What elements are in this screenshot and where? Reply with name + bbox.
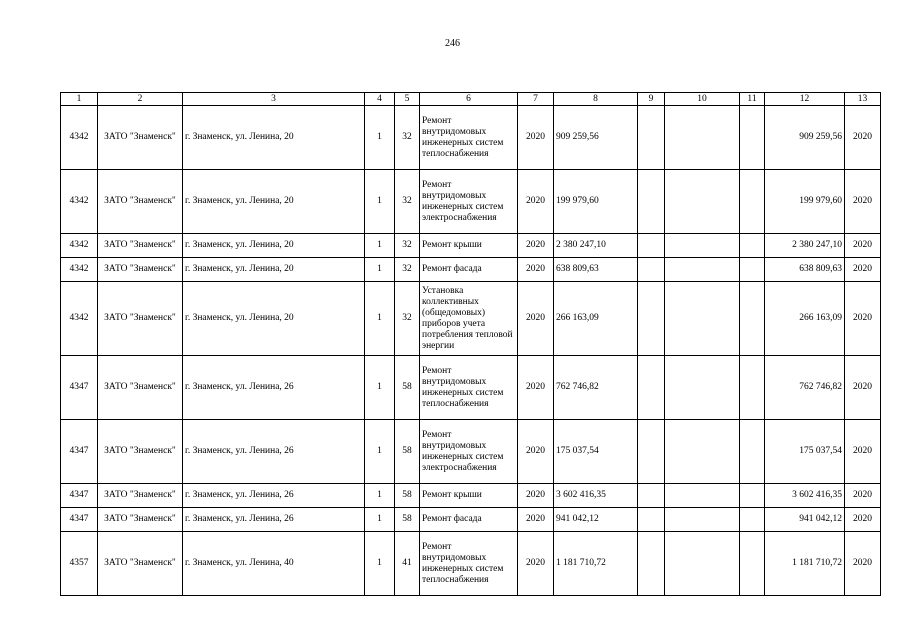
column-5-value-cell: 32 [395,170,420,234]
column-number-6: 6 [420,93,518,106]
table-row [61,170,881,234]
table-row [61,508,881,532]
column-number-12: 12 [765,93,845,106]
municipality-cell: ЗАТО "Знаменск" [98,282,183,356]
record-id-cell: 4342 [61,282,98,356]
column-11-value-cell [740,282,765,356]
cost-cell: 909 259,56 [554,106,638,170]
year-cell: 2020 [518,282,554,356]
work-type-cell: Ремонт внутридомовых инженерных систем теплоснабжения [420,356,518,420]
column-number-11: 11 [740,93,765,106]
column-10-value-cell [665,356,740,420]
column-10-value-cell [665,282,740,356]
year-cell: 2020 [518,356,554,420]
year-cell: 2020 [518,258,554,282]
total-cost-cell: 175 037,54 [765,420,845,484]
column-11-value-cell [740,170,765,234]
address-cell: г. Знаменск, ул. Ленина, 20 [183,234,365,258]
column-9-value-cell [638,420,665,484]
column-10-value-cell [665,258,740,282]
column-5-value-cell: 58 [395,420,420,484]
address-cell: г. Знаменск, ул. Ленина, 20 [183,106,365,170]
municipality-cell: ЗАТО "Знаменск" [98,170,183,234]
completion-year-cell: 2020 [845,484,881,508]
address-cell: г. Знаменск, ул. Ленина, 26 [183,356,365,420]
total-cost-cell: 3 602 416,35 [765,484,845,508]
column-9-value-cell [638,356,665,420]
column-number-10: 10 [665,93,740,106]
address-cell: г. Знаменск, ул. Ленина, 20 [183,170,365,234]
column-5-value-cell: 32 [395,282,420,356]
table-row [61,106,881,170]
column-9-value-cell [638,258,665,282]
table-row [61,420,881,484]
cost-cell: 199 979,60 [554,170,638,234]
page-number: 246 [445,38,460,49]
work-type-cell: Ремонт фасада [420,508,518,532]
work-type-cell: Ремонт внутридомовых инженерных систем теплоснабжения [420,532,518,596]
total-cost-cell: 266 163,09 [765,282,845,356]
table-row [61,234,881,258]
year-cell: 2020 [518,106,554,170]
year-cell: 2020 [518,484,554,508]
municipality-cell: ЗАТО "Знаменск" [98,420,183,484]
column-4-value-cell: 1 [365,508,395,532]
completion-year-cell: 2020 [845,356,881,420]
cost-cell: 762 746,82 [554,356,638,420]
record-id-cell: 4342 [61,234,98,258]
completion-year-cell: 2020 [845,508,881,532]
column-11-value-cell [740,356,765,420]
column-11-value-cell [740,484,765,508]
total-cost-cell: 941 042,12 [765,508,845,532]
completion-year-cell: 2020 [845,258,881,282]
municipality-cell: ЗАТО "Знаменск" [98,484,183,508]
year-cell: 2020 [518,170,554,234]
cost-cell: 266 163,09 [554,282,638,356]
column-11-value-cell [740,234,765,258]
record-id-cell: 4342 [61,258,98,282]
municipality-cell: ЗАТО "Знаменск" [98,106,183,170]
table-row [61,282,881,356]
total-cost-cell: 199 979,60 [765,170,845,234]
column-number-8: 8 [554,93,638,106]
column-number-1: 1 [61,93,98,106]
column-9-value-cell [638,106,665,170]
record-id-cell: 4347 [61,508,98,532]
column-5-value-cell: 58 [395,356,420,420]
column-10-value-cell [665,420,740,484]
work-type-cell: Ремонт крыши [420,484,518,508]
column-11-value-cell [740,532,765,596]
total-cost-cell: 1 181 710,72 [765,532,845,596]
work-type-cell: Установка коллективных (общедомовых) приборов учета потребления тепловой энергии [420,282,518,356]
work-type-cell: Ремонт внутридомовых инженерных систем электроснабжения [420,420,518,484]
column-4-value-cell: 1 [365,170,395,234]
record-id-cell: 4347 [61,420,98,484]
column-11-value-cell [740,258,765,282]
repair-program-table [60,92,881,596]
column-11-value-cell [740,106,765,170]
column-9-value-cell [638,234,665,258]
column-4-value-cell: 1 [365,484,395,508]
record-id-cell: 4342 [61,170,98,234]
column-9-value-cell [638,282,665,356]
column-10-value-cell [665,170,740,234]
column-10-value-cell [665,532,740,596]
column-5-value-cell: 32 [395,106,420,170]
column-4-value-cell: 1 [365,356,395,420]
address-cell: г. Знаменск, ул. Ленина, 26 [183,508,365,532]
column-4-value-cell: 1 [365,532,395,596]
column-10-value-cell [665,484,740,508]
column-number-2: 2 [98,93,183,106]
column-5-value-cell: 32 [395,258,420,282]
cost-cell: 638 809,63 [554,258,638,282]
table-row [61,484,881,508]
column-11-value-cell [740,508,765,532]
total-cost-cell: 762 746,82 [765,356,845,420]
column-number-7: 7 [518,93,554,106]
municipality-cell: ЗАТО "Знаменск" [98,234,183,258]
address-cell: г. Знаменск, ул. Ленина, 20 [183,282,365,356]
municipality-cell: ЗАТО "Знаменск" [98,508,183,532]
column-number-3: 3 [183,93,365,106]
cost-cell: 941 042,12 [554,508,638,532]
completion-year-cell: 2020 [845,420,881,484]
column-9-value-cell [638,508,665,532]
completion-year-cell: 2020 [845,532,881,596]
column-10-value-cell [665,234,740,258]
column-number-9: 9 [638,93,665,106]
cost-cell: 2 380 247,10 [554,234,638,258]
column-4-value-cell: 1 [365,258,395,282]
total-cost-cell: 909 259,56 [765,106,845,170]
column-9-value-cell [638,484,665,508]
column-9-value-cell [638,532,665,596]
completion-year-cell: 2020 [845,170,881,234]
column-4-value-cell: 1 [365,282,395,356]
work-type-cell: Ремонт крыши [420,234,518,258]
column-5-value-cell: 58 [395,508,420,532]
column-9-value-cell [638,170,665,234]
record-id-cell: 4347 [61,356,98,420]
column-10-value-cell [665,106,740,170]
column-number-5: 5 [395,93,420,106]
column-number-4: 4 [365,93,395,106]
cost-cell: 175 037,54 [554,420,638,484]
column-4-value-cell: 1 [365,420,395,484]
municipality-cell: ЗАТО "Знаменск" [98,532,183,596]
municipality-cell: ЗАТО "Знаменск" [98,258,183,282]
table-row [61,356,881,420]
address-cell: г. Знаменск, ул. Ленина, 26 [183,420,365,484]
column-5-value-cell: 58 [395,484,420,508]
column-10-value-cell [665,508,740,532]
completion-year-cell: 2020 [845,282,881,356]
work-type-cell: Ремонт внутридомовых инженерных систем теплоснабжения [420,106,518,170]
work-type-cell: Ремонт внутридомовых инженерных систем электроснабжения [420,170,518,234]
column-4-value-cell: 1 [365,234,395,258]
year-cell: 2020 [518,420,554,484]
work-type-cell: Ремонт фасада [420,258,518,282]
column-11-value-cell [740,420,765,484]
record-id-cell: 4357 [61,532,98,596]
cost-cell: 1 181 710,72 [554,532,638,596]
completion-year-cell: 2020 [845,234,881,258]
table-row [61,258,881,282]
column-number-13: 13 [845,93,881,106]
total-cost-cell: 2 380 247,10 [765,234,845,258]
year-cell: 2020 [518,508,554,532]
column-5-value-cell: 41 [395,532,420,596]
total-cost-cell: 638 809,63 [765,258,845,282]
completion-year-cell: 2020 [845,106,881,170]
municipality-cell: ЗАТО "Знаменск" [98,356,183,420]
column-4-value-cell: 1 [365,106,395,170]
year-cell: 2020 [518,234,554,258]
record-id-cell: 4347 [61,484,98,508]
address-cell: г. Знаменск, ул. Ленина, 20 [183,258,365,282]
column-number-row [61,93,881,106]
cost-cell: 3 602 416,35 [554,484,638,508]
column-5-value-cell: 32 [395,234,420,258]
table-row [61,532,881,596]
address-cell: г. Знаменск, ул. Ленина, 26 [183,484,365,508]
year-cell: 2020 [518,532,554,596]
record-id-cell: 4342 [61,106,98,170]
address-cell: г. Знаменск, ул. Ленина, 40 [183,532,365,596]
